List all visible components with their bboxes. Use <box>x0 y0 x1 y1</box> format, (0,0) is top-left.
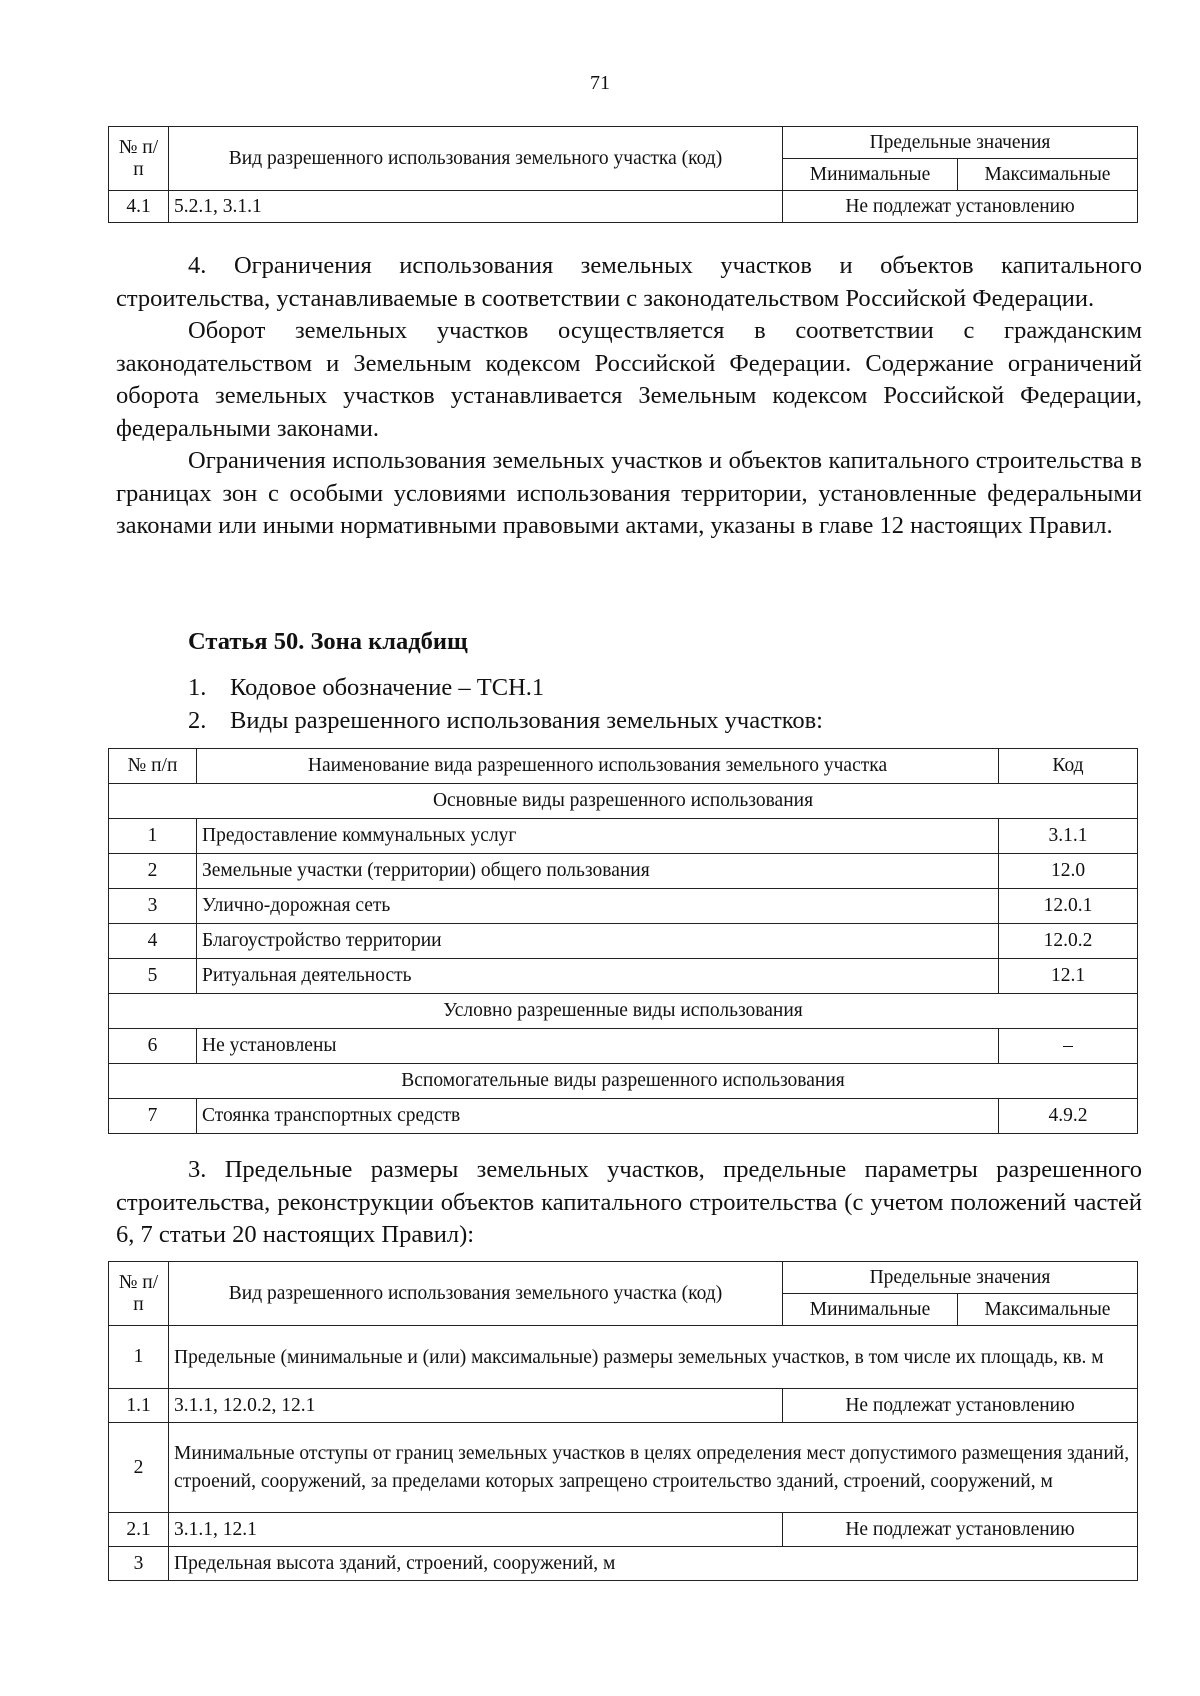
row-code: 5.2.1, 3.1.1 <box>169 191 783 223</box>
header-limits: Предельные значения <box>783 127 1138 159</box>
row-num: 3 <box>109 1547 169 1581</box>
row-num: 3 <box>109 889 197 924</box>
list-item-num: 2. <box>188 706 207 734</box>
paragraph: Оборот земельных участков осуществляется в соответствии с гражданским законодательством и Земельным кодексом Российской Федерации. Содержание ограничений оборота земельных участков устанавливается Земельным кодексом Российской Федерации, федеральными законами. <box>116 317 1142 442</box>
paragraph: 4. Ограничения использования земельных участков и объектов капитального строительства, устанавливаемые в соответствии с законодательством Российской Федерации. <box>116 252 1142 312</box>
row-name: Предоставление коммунальных услуг <box>197 819 999 854</box>
row-code: 4.9.2 <box>999 1099 1138 1134</box>
row-text: Минимальные отступы от границ земельных участков в целях определения мест допустимого размещения зданий, строений, сооружений, за пределами которых запрещено строительство зданий, строений, сооружений, м <box>169 1423 1138 1513</box>
row-name: Ритуальная деятельность <box>197 959 999 994</box>
row-code: 3.1.1, 12.1 <box>169 1513 783 1547</box>
row-text: Предельная высота зданий, строений, сооружений, м <box>169 1547 1138 1581</box>
list-item-num: 1. <box>188 674 207 701</box>
table-row <box>109 191 1138 223</box>
row-num: 2.1 <box>109 1513 169 1547</box>
header-min: Минимальные <box>783 1294 958 1326</box>
list-item <box>188 672 823 705</box>
list-item-text: Кодовое обозначение – ТСН.1 <box>230 674 545 701</box>
table-row <box>109 1423 1138 1513</box>
header-name: Наименование вида разрешенного использования земельного участка <box>197 749 999 784</box>
header-max: Максимальные <box>958 159 1138 191</box>
row-name: Стоянка транспортных средств <box>197 1099 999 1134</box>
row-num: 1.1 <box>109 1389 169 1423</box>
row-code: – <box>999 1029 1138 1064</box>
row-num: 4 <box>109 924 197 959</box>
list-item <box>188 705 823 738</box>
row-value: Не подлежат установлению <box>783 191 1138 223</box>
header-max: Максимальные <box>958 1294 1138 1326</box>
row-num: 4.1 <box>109 191 169 223</box>
section-main: Основные виды разрешенного использования <box>109 784 1138 819</box>
section-3-text <box>116 1154 1142 1252</box>
row-num: 1 <box>109 1326 169 1389</box>
table-row <box>109 889 1138 924</box>
section-4-text <box>116 250 1142 543</box>
paragraph: 3. Предельные размеры земельных участков, предельные параметры разрешенного строительства, реконструкции объектов капитального строительства (с учетом положений частей 6, 7 статьи 20 настоящих Правил): <box>116 1156 1142 1248</box>
header-type: Вид разрешенного использования земельного участка (код) <box>169 127 783 191</box>
row-code: 12.1 <box>999 959 1138 994</box>
page-number: 71 <box>590 72 610 94</box>
row-value: Не подлежат установлению <box>783 1389 1138 1423</box>
limits-table <box>108 1261 1138 1581</box>
row-name: Земельные участки (территории) общего пользования <box>197 854 999 889</box>
header-num: № п/п <box>109 127 169 191</box>
header-num: № п/п <box>109 1262 169 1326</box>
table-row <box>109 819 1138 854</box>
table-row <box>109 924 1138 959</box>
row-num: 6 <box>109 1029 197 1064</box>
article-list <box>188 672 823 737</box>
uses-table <box>108 748 1138 1134</box>
paragraph: Ограничения использования земельных участков и объектов капитального строительства в границах зон с особыми условиями использования территории, установленные федеральными законами или иными нормативными правовыми актами, указаны в главе 12 настоящих Правил. <box>116 447 1142 539</box>
row-num: 2 <box>109 854 197 889</box>
row-code: 12.0.1 <box>999 889 1138 924</box>
row-value: Не подлежат установлению <box>783 1513 1138 1547</box>
header-min: Минимальные <box>783 159 958 191</box>
table-row <box>109 1029 1138 1064</box>
section-conditional: Условно разрешенные виды использования <box>109 994 1138 1029</box>
header-code: Код <box>999 749 1138 784</box>
row-code: 12.0 <box>999 854 1138 889</box>
header-type: Вид разрешенного использования земельного участка (код) <box>169 1262 783 1326</box>
row-text: Предельные (минимальные и (или) максимальные) размеры земельных участков, в том числе их площадь, кв. м <box>169 1326 1138 1389</box>
header-limits: Предельные значения <box>783 1262 1138 1294</box>
table-row <box>109 854 1138 889</box>
table-row <box>109 959 1138 994</box>
table-row <box>109 1389 1138 1423</box>
row-code: 3.1.1 <box>999 819 1138 854</box>
table-row <box>109 1513 1138 1547</box>
row-name: Благоустройство территории <box>197 924 999 959</box>
row-num: 7 <box>109 1099 197 1134</box>
row-name: Улично-дорожная сеть <box>197 889 999 924</box>
list-item-text: Виды разрешенного использования земельных участков: <box>230 706 823 734</box>
table-row <box>109 1099 1138 1134</box>
row-code: 12.0.2 <box>999 924 1138 959</box>
row-num: 1 <box>109 819 197 854</box>
row-name: Не установлены <box>197 1029 999 1064</box>
section-auxiliary: Вспомогательные виды разрешенного использования <box>109 1064 1138 1099</box>
row-num: 5 <box>109 959 197 994</box>
table-row <box>109 1547 1138 1581</box>
row-code: 3.1.1, 12.0.2, 12.1 <box>169 1389 783 1423</box>
header-num: № п/п <box>109 749 197 784</box>
limits-table-continuation <box>108 126 1138 223</box>
table-row <box>109 1326 1138 1389</box>
row-num: 2 <box>109 1423 169 1513</box>
article-title: Статья 50. Зона кладбищ <box>188 628 468 655</box>
